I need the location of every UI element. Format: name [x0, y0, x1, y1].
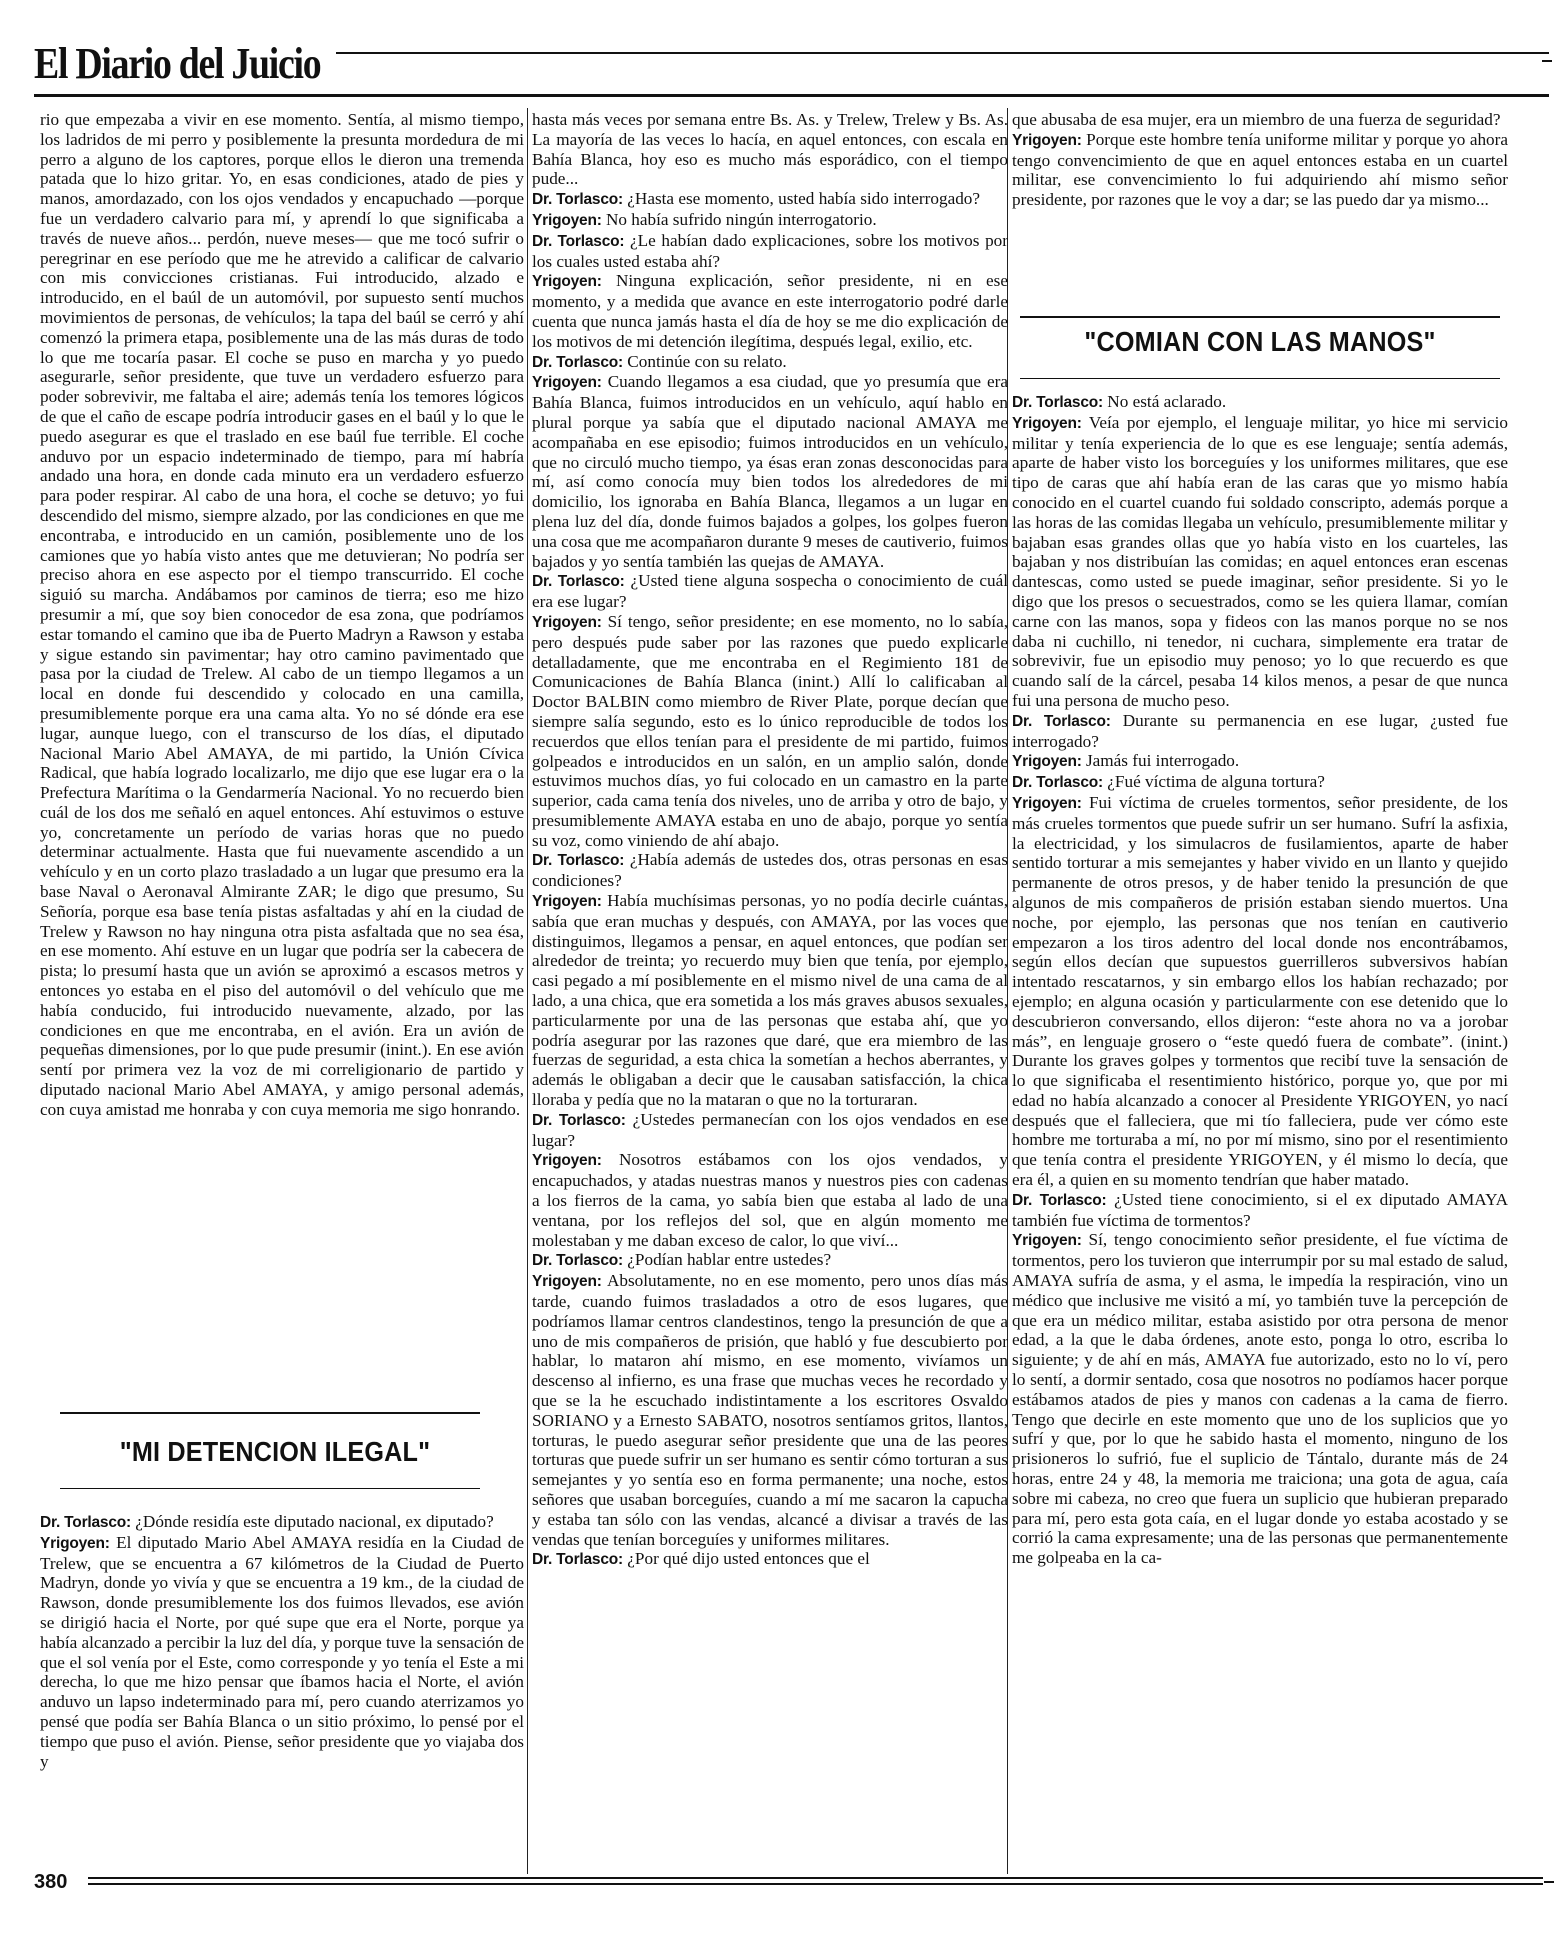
qa-answer: Yrigoyen: Porque este hombre tenía uniforme militar y porque yo ahora tengo convencimiento de que en aquel entonces estaba en un cuartel militar, ese convencimiento lo fui adquiriendo ahí mismo señor presidente, por razones que le voy a dar; se las puedo dar ya mismo...	[1012, 129, 1508, 210]
publication-title: El Diario del Juicio	[34, 39, 321, 88]
qa-answer: Yrigoyen: Fui víctima de crueles tormentos, señor presidente, de los más crueles tormentos que puede sufrir un ser humano. Sufrí la asfixia, la electricidad, y los simulacros de fusilamientos, aparte de haber sentido torturar a mis semejantes y haber vivido en un llanto y quejido permanente de otros presos, y de haber tenido la presunción de que algunos de mis compañeros de prisión estaban siendo muertos. Una noche, por ejemplo, las personas que nos tenían en cautiverio empezaron a los tiros adentro del local donde nos encontrábamos, según ellos decían que supuestos guerrilleros subversivos habían intentado rescatarnos, y sin embargo ellos los habían rechazado; por ejemplo; en alguna ocasión y particularmente con ese detenido que lo descubrieron conversando, ellos dijeron: “este ahora no va a jorobar más”, en lenguaje grosero o “este quedó fuera de combate”. (inint.) Durante los graves golpes y tormentos que recibí tuve la sensación de lo que significaba el resentimiento histórico, porque yo, que por mi edad no había alcanzado a conocer al Presidente YRIGOYEN, yo nací después que el falleciera, que mi tío falleciera, pude ver cómo este hombre me torturaba a mí, no por mí mismo, sino por el resentimiento que tenía contra el presidente YRIGOYEN, y él mismo lo decía, que era él, a quien en su momento tendrían que haber matado.	[1012, 792, 1508, 1190]
qa-question: Dr. Torlasco: Continúe con su relato.	[532, 351, 787, 371]
heading-rule-top	[60, 1412, 480, 1414]
speaker-label: Dr. Torlasco:	[40, 1514, 131, 1531]
qa-answer: Yrigoyen: Sí tengo, señor presidente; en ese momento, no lo sabía, pero después pude saber por las razones que puedo explicarle detalladamente, que me encontraba en el Regimiento 181 de Comunicaciones de Bahía Blanca (inint.) Allí lo calificaban al Doctor BALBIN como miembro de River Plate, porque decían que siempre salía segundo, esto es lo único reproducible de todos los recuerdos que ellos tenían para el presidente de mi partido, fuimos golpeados e introducidos en un salón, en un amplio salón, donde estuvimos muchos días, yo fui colocado en un camastro en la parte superior, cada cama tenía dos niveles, uno de arriba y otro de bajo, y presumiblemente AMAYA estaba en uno de abajo, porque yo sentía su voz, como viniendo de ahí abajo.	[532, 611, 1008, 850]
qa-question: Dr. Torlasco: ¿Usted tiene conocimiento, si el ex diputado AMAYA también fue víctima de tormentos?	[1012, 1189, 1508, 1230]
qa-answer: Yrigoyen: Absolutamente, no en ese momento, pero unos días más tarde, cuando fuimos trasladados a otro de esos lugares, que podríamos llamar centros clandestinos, tengo la presunción de que a uno de mis compañeros de prisión, que habló y fue descubierto por hablar, lo mataron ahí mismo, en ese momento, vivíamos un descenso al infierno, es una frase que muchas veces he recordado y que se la he escuchado indistintamente a los escritores Osvaldo SORIANO y a Ernesto SABATO, nosotros sentíamos gritos, llantos, torturas, le puedo asegurar señor presidente que una de las peores torturas que puede sufrir un ser humano es sentir cómo torturan a sus semejantes y yo sentía eso en forma permanente; una noche, estos señores que usaban borceguíes, cuando a mí me sacaron la capucha y estaba tan sólo con las vendas, alcancé a divisar a través de las vendas que tenían borceguíes y uniformes militares.	[532, 1271, 1008, 1549]
speaker-label: Yrigoyen:	[40, 1534, 110, 1552]
column-3-continued	[1012, 392, 1508, 1872]
heading-rule-bottom	[1020, 378, 1500, 379]
footer-rule-top	[88, 1877, 1543, 1879]
qa-answer: Yrigoyen: No había sufrido ningún interrogatorio.	[532, 209, 877, 229]
qa-answer: Yrigoyen: El diputado Mario Abel AMAYA residía en la Ciudad de Trelew, que se encuentra a 67 kilómetros de la Ciudad de Puerto Madryn, donde yo vivía y que se encuentra a 19 km., de la ciudad de Rawson, donde presumiblemente los dos fuimos llevados, ese avión se dirigió hacia el Norte, por qué supe que era el Norte, porque ya había alcanzado a percibir la luz del día, y porque tuve la sensación de que el sol venía por el Este, como corresponde y yo tenía el Este a mi derecha, lo que me hizo pensar que íbamos hacia el Norte, el avión anduvo un lapso indeterminado para mí, pero cuando aterrizamos yo pensé que podía ser Bahía Blanca o un sitio próximo, lo pensé por el tiempo que puso el avión. Piense, señor presidente que yo viajaba dos y	[40, 1532, 524, 1771]
column-divider-1	[527, 108, 528, 1874]
heading-rule-bottom	[60, 1488, 480, 1489]
column-2	[532, 110, 1008, 1870]
qa-answer: Yrigoyen: Sí, tengo conocimiento señor presidente, el fue víctima de tormentos, pero los tuvieron que interrumpir por su mal estado de salud, AMAYA sufría de asma, y el asma, le impedía la respiración, vino un médico que inclusive me visitó a mí, yo también tuve la percepción de que era un médico militar, estaba asistido por otra persona de menor edad, a la que le daba órdenes, anote esto, ponga lo otro, escriba lo siguiente; y de ahí en más, AMAYA fue autorizado, esto no lo ví, pero lo sentí, a dormir sentado, cosa que nosotros no podíamos hacer porque estábamos atados de pies y manos con cadenas a la cama de fierro. Tengo que decirle en este momento que uno de los suplicios que yo sufrí y que, por lo que he sabido hasta el momento, ninguno de los prisioneros lo sufrió, fue el suplicio de Tántalo, durante más de 24 horas, entre 24 y 48, la memoria me traiciona; una gota de agua, caía sobre mi cabeza, no creo que fuera un suplicio que hubieran preparado para mí, pero esta gota caía, en el lugar donde yo estaba acostado y se corrió la cama expresamente; una de las personas que permanentemente me golpeaba en la ca-	[1012, 1230, 1508, 1568]
qa-question: Dr. Torlasco: ¿Podían hablar entre ustedes?	[532, 1250, 832, 1270]
column-1-continued	[40, 1512, 524, 1872]
section-heading-comian: "COMIAN CON LAS MANOS"	[1084, 326, 1436, 357]
masthead-rule-bottom	[34, 94, 1549, 97]
qa-answer: Yrigoyen: Jamás fui interrogado.	[1012, 751, 1240, 771]
footer-rule-bottom	[88, 1883, 1543, 1885]
section-heading-mi-detencion: "MI DETENCION ILEGAL"	[119, 1436, 431, 1467]
qa-question: Dr. Torlasco: ¿Por qué dijo usted entonces que el	[532, 1549, 870, 1569]
qa-answer: Yrigoyen: Nosotros estábamos con los ojos vendados, y encapuchados, y atadas nuestras manos y nuestros pies con cadenas a los fierros de la cama, yo sabía bien que estaba al lado de una ventana, por los reflejos del sol, que en algún momento me molestaban y me daban exceso de calor, lo que viví...	[532, 1150, 1008, 1250]
qa-question: Dr. Torlasco: No está aclarado.	[1012, 392, 1227, 411]
footer-rule-tick	[1544, 1881, 1554, 1883]
qa-question: Dr. Torlasco: ¿Hasta ese momento, usted había sido interrogado?	[532, 189, 981, 209]
paragraph: hasta más veces por semana entre Bs. As. y Trelew, Trelew y Bs. As. La mayoría de las veces lo hacía, en aquel entonces, con escala en Bahía Blanca, hoy eso es mucho más esporádico, con el tiempo pude...	[532, 110, 1008, 189]
qa-answer: Yrigoyen: Había muchísimas personas, yo no podía decirle cuántas, sabía que eran muchas y después, con AMAYA, por las voces que distinguimos, llegamos a pensar, en aquel entonces, que podían ser alrededor de treinta; yo recuerdo muy bien que tenía, por ejemplo, casi pegado a mí posiblemente en el mismo nivel de una cama de al lado, a una chica, que era sometida a los más graves abusos sexuales, particularmente por una de las personas que estaba ahí, que yo podría asegurar por las razones que daré, que era miembro de las fuerzas de seguridad, a esta chica la sometían a hechos aberrantes, y además le obligaban a decir que le causaban satisfacción, la chica lloraba y pedía que no la mataran o que no la torturaran.	[532, 891, 1008, 1110]
masthead-rule-tick	[1542, 60, 1552, 62]
qa-answer: Yrigoyen: Cuando llegamos a esa ciudad, que yo presumía que era Bahía Blanca, fuimos introducidos en un vehículo, aquí hablo en plural porque ya sabía que el diputado nacional AMAYA me acompañaba en ese episodio; fuimos introducidos en un vehículo, que no circuló mucho tiempo, ya ésas eran zonas desconocidas para mí, así como conocía muy bien todos los alrededores de mi domicilio, los ignoraba en Bahía Blanca, llegamos a un lugar en plena luz del día, donde fuimos bajados a golpes, los golpes fueron una cosa que me acompañaron durante 9 meses de cautiverio, fuimos bajados y yo sentía también las quejas de AMAYA.	[532, 372, 1008, 571]
heading-rule-top	[1020, 316, 1500, 318]
paragraph: rio que empezaba a vivir en ese momento. Sentía, al mismo tiempo, los ladridos de mi perro y posiblemente la presunta mordedura de mi perro a alguno de los captores, porque ellos le dieron una tremenda patada que lo hizo gritar. Yo, en esas condiciones, atado de pies y manos, amordazado, con los ojos vendados y encapuchado —porque fue un verdadero calvario para mí, y aprendí lo que significaba a través de nueve años... perdón, nueve meses— que me tocó sufrir o peregrinar en ese período que me he atrevido a calificar de calvario con mis convicciones cristianas. Fui introducido, alzado e introducido, en el baúl de un automóvil, por supuesto sentí muchos movimientos de personas, de vehículos; la tapa del baúl se cerró y ahí comenzó la primera etapa, posiblemente una de las más duras de todo lo que me tocaría pasar. El coche se puso en marcha y yo puedo asegurarle, señor presidente, que tuve un verdadero esfuerzo para poder sobrevivir, me faltaba el aire; además tenía los temores lógicos de que el caño de escape podría introducir gases en el baúl y lo que le puedo asegurar es que el traslado en ese baúl fue terrible. El coche anduvo por un espacio indeterminado de tiempo, para mí habría andado una hora, en donde cada minuto era un verdadero esfuerzo para poder respirar. Al cabo de una hora, el coche se detuvo; yo fui descendido del mismo, siempre alzado, por las condiciones en que me encontraba, e introducido en un camión, posiblemente uno de los camiones que yo había visto antes que me detuvieran; No podría ser preciso ahora en ese aspecto por el tiempo transcurrido. El coche siguió su marcha. Andábamos por caminos de tierra; eso me hizo presumir a mí, que soy bien conocedor de esa zona, que podríamos estar tomando el camino que iba de Puerto Madryn a Rawson y estaba y sigue estando sin pavimentar; hay otro camino pavimentado que pasa por la ciudad de Trelew. Al cabo de un tiempo llegamos a un local en donde fui descendido y colocado en una camilla, presumiblemente porque era una cama alta. Yo no sé dónde era ese lugar, aunque luego, con el transcurso de los días, el diputado Nacional Mario Abel AMAYA, de mi partido, la Unión Cívica Radical, que había logrado localizarlo, me dijo que ese lugar era o la Prefectura Marítima o la Gendarmería Nacional. Yo no recuerdo bien cuál de los dos me señaló en aquel entonces. Ahí estuvimos o estuve yo, concretamente un período de varias horas que no puedo determinar actualmente. Hasta que fui nuevamente ascendido a un vehículo y en un corto plazo trasladado a un lugar que presumo era la base Naval o Aeronaval Almirante ZAR; le digo que presumo, Su Señoría, porque esa base tenía pistas asfaltadas y ahí en la ciudad de Trelew y Rawson no hay ninguna otra pista asfaltada que no sea ésa, en ese momento. Ahí estuve en un lugar que podría ser la cabecera de pista; lo presumí hasta que un avión se aproximó a escasos metros y entonces yo estaba en el piso del automóvil o del vehículo que me había conducido, fui introducido nuevamente, alzado, por las condiciones en que me encontraba, en el avión. Era un avión de pequeñas dimensiones, por lo que pude presumir (inint.). En ese avión sentí por primera vez la voz de mi correligionario de partido y diputado nacional Mario Abel AMAYA, y amigo personal además, con cuya amistad me honraba y con cuya memoria me sigo honrando.	[40, 110, 524, 1119]
column-1	[40, 110, 524, 1400]
qa-answer: Yrigoyen: Veía por ejemplo, el lenguaje militar, yo hice mi servicio militar y tenía experiencia de lo que es ese lenguaje; sentía además, aparte de haber visto los borceguíes y los uniformes militares, que ese tipo de caras que ahí había eran de las caras que yo mismo había conocido en el cuartel cuando fui soldado conscripto, además porque a las horas de las comidas llegaba un vehículo, presumiblemente militar y bajaban esas grandes ollas que yo había visto en los cuarteles, las bajaban y nos distribuían las comidas; en aquel entonces eran escenas dantescas, como usted se puede imaginar, señor presidente. Si yo le digo que los presos o secuestrados, como se les quiera llamar, comían carne con las manos, sopa y fideos con las manos porque no se nos daba ni cuchillo, ni tenedor, ni cuchara, simplemente era tratar de sobrevivir, fue un episodio muy penoso; yo lo que recuerdo es que cuando salí de la cárcel, pesaba 14 kilos menos, a pesar de que nunca fui una persona de mucho peso.	[1012, 412, 1508, 710]
masthead	[34, 38, 1549, 98]
page-number: 380	[34, 1871, 68, 1893]
column-3	[1012, 110, 1508, 310]
qa-question: Dr. Torlasco: Durante su permanencia en ese lugar, ¿usted fue interrogado?	[1012, 710, 1508, 751]
qa-question: Dr. Torlasco: ¿Fué víctima de alguna tortura?	[1012, 772, 1325, 792]
qa-question: Dr. Torlasco: ¿Había además de ustedes dos, otras personas en esas condiciones?	[532, 850, 1009, 891]
qa-question: Dr. Torlasco: ¿Le habían dado explicaciones, sobre los motivos por los cuales usted estaba ahí?	[532, 230, 1008, 271]
qa-question: Dr. Torlasco: ¿Usted tiene alguna sospecha o conocimiento de cuál era ese lugar?	[532, 571, 1008, 612]
qa-answer: Yrigoyen: Ninguna explicación, señor presidente, ni en ese momento, y a medida que avance en este interrogatorio podré darle cuenta que nunca jamás hasta el día de hoy se me dio explicación de los motivos de mi detención ilegítima, después legal, exilio, etc.	[532, 271, 1008, 351]
qa-question: Dr. Torlasco: ¿Dónde residía este diputado nacional, ex diputado?	[40, 1512, 494, 1531]
page-footer	[34, 1871, 1549, 1901]
masthead-rule-top	[336, 52, 1549, 54]
paragraph: que abusaba de esa mujer, era un miembro de una fuerza de seguridad?	[1012, 110, 1501, 129]
qa-question: Dr. Torlasco: ¿Ustedes permanecían con los ojos vendados en ese lugar?	[532, 1109, 1008, 1150]
